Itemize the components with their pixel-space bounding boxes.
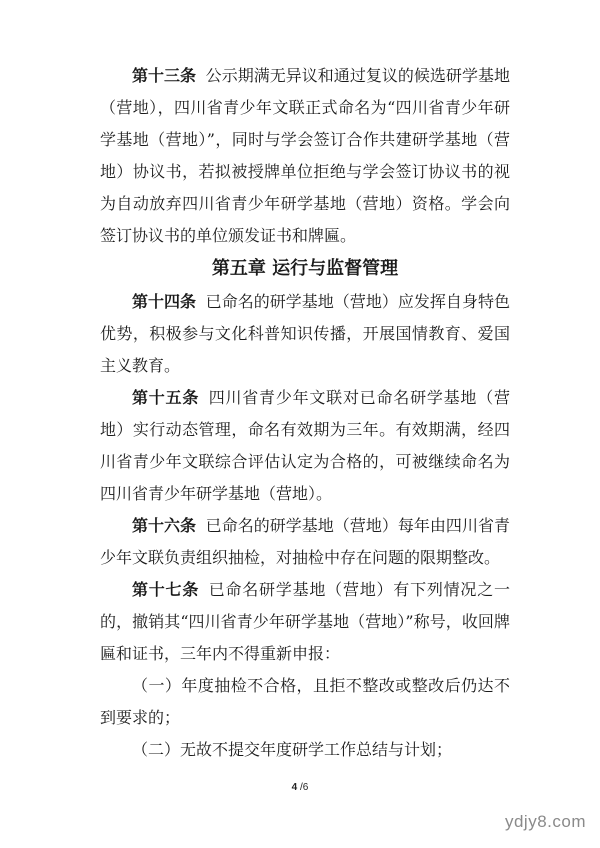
page-separator: / xyxy=(300,782,303,793)
article-label: 第十六条 xyxy=(132,516,197,535)
current-page: 4 xyxy=(291,782,298,793)
article-label: 第十七条 xyxy=(132,580,200,599)
document-body xyxy=(100,60,510,766)
article-text: 已命名研学基地（营地）有下列情况之一的，撤销其“四川省青少年研学基地（营地）”称号，收回牌匾和证书，三年内不得重新申报： xyxy=(100,580,510,663)
article-text: 四川省青少年文联对已命名研学基地（营地）实行动态管理，命名有效期为三年。有效期满，经四川省青少年文联综合评估认定为合格的，可被继续命名为四川省青少年研学基地（营地）。 xyxy=(100,388,510,503)
article-13 xyxy=(100,60,510,252)
total-pages: 6 xyxy=(302,782,309,793)
article-15 xyxy=(100,382,510,510)
article-text: 已命名的研学基地（营地）应发挥自身特色优势，积极参与文化科普知识传播，开展国情教育、爱国主义教育。 xyxy=(100,292,510,375)
article-14 xyxy=(100,286,510,382)
article-17 xyxy=(100,574,510,670)
page-number xyxy=(0,782,600,793)
list-item: （二）无故不提交年度研学工作总结与计划； xyxy=(132,740,453,759)
article-text: 已命名的研学基地（营地）每年由四川省青少年文联负责组织抽检，对抽检中存在问题的限期整改。 xyxy=(100,516,510,567)
article-text: 公示期满无异议和通过复议的候选研学基地（营地），四川省青少年文联正式命名为“四川省青少年研学基地（营地）”，同时与学会签订合作共建研学基地（营地）协议书，若拟被授牌单位拒绝与学会签订协议书的视为自动放弃四川省青少年研学基地（营地）资格。学会向签订协议书的单位颁发证书和牌匾。 xyxy=(100,66,510,245)
list-item: （一）年度抽检不合格，且拒不整改或整改后仍达不到要求的； xyxy=(100,676,510,727)
article-label: 第十五条 xyxy=(132,388,200,407)
article-label: 第十四条 xyxy=(132,292,197,311)
article-16 xyxy=(100,510,510,574)
chapter-heading: 第五章 运行与监督管理 xyxy=(211,258,399,279)
watermark: ydjy8.com xyxy=(504,812,586,831)
article-label: 第十三条 xyxy=(132,66,197,85)
